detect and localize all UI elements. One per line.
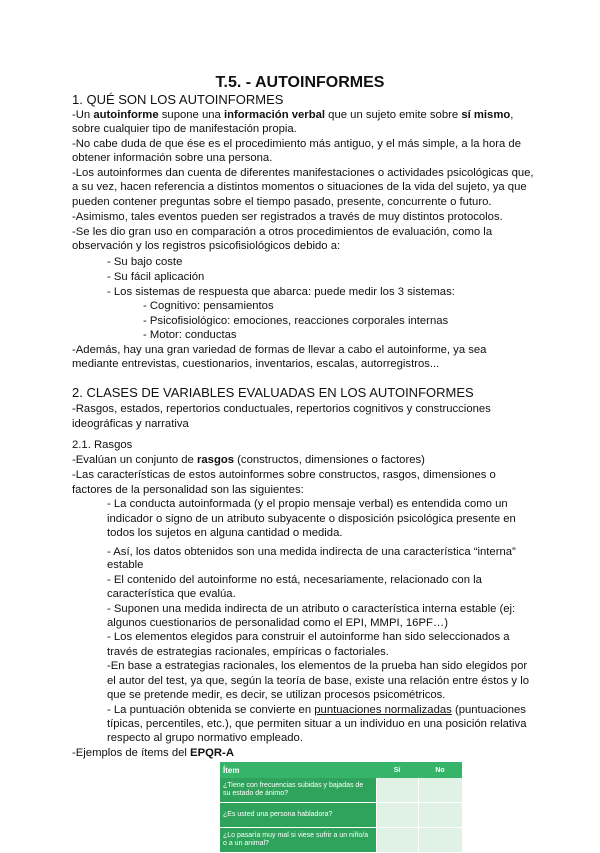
table-cell-no — [418, 828, 462, 853]
paragraph-line: -Se les dio gran uso en comparación a otros procedimientos de evaluación, como la — [72, 226, 493, 238]
list-item: respecto al grupo normativo empleado. — [107, 732, 303, 744]
list-item: algunos cuestionarios de personalidad como el EPI, MMPI, 16PF…) — [107, 617, 448, 629]
paragraph-line: sobre cualquier tipo de manifestación propia. — [72, 123, 297, 135]
sub-list-item: - Cognitivo: pensamientos — [143, 300, 274, 312]
table-header-row — [220, 762, 462, 778]
sub-list-item: - Motor: conductas — [143, 329, 237, 341]
paragraph-line: obtener información sobre una persona. — [72, 152, 273, 164]
paragraph-line: mediante entrevistas, cuestionarios, inventarios, escalas, autorregistros... — [72, 358, 440, 370]
paragraph-line: a su vez, hacen referencia a distintos momentos o situaciones de la vida del sujeto, ya que — [72, 181, 527, 193]
list-item: - Los sistemas de respuesta que abarca: puede medir los 3 sistemas: — [107, 286, 455, 298]
paragraph-line: -Las características de estos autoinformes sobre constructos, rasgos, dimensiones o — [72, 469, 496, 481]
paragraph-line: -Además, hay una gran variedad de formas de llevar a cabo el autoinforme, ya sea — [72, 344, 487, 356]
paragraph-line: factores de la personalidad son las siguientes: — [72, 484, 304, 496]
table-row — [220, 828, 462, 853]
list-item: típicas, percentiles, etc.), que permiten situar a un individuo en una posición relativa — [107, 718, 527, 730]
list-item: -En base a estrategias racionales, los elementos de la prueba han sido elegidos por — [107, 660, 528, 672]
paragraph-line: -Rasgos, estados, repertorios conductuales, repertorios cognitivos y construcciones — [72, 403, 491, 415]
column-header-no: No — [418, 762, 462, 778]
list-item: característica que evalúa. — [107, 588, 236, 600]
list-item: indicador o signo de un atributo subyacente o disposición psicológica presente en — [107, 513, 516, 525]
sub-list-item: - Psicofisiológico: emociones, reacciones corporales internas — [143, 315, 449, 327]
list-item: el autor del test, ya que, según la teoría de base, existe una relación entre éstos y lo — [107, 675, 530, 687]
table-cell-item: ¿Lo pasaría muy mal si viese sufrir a un niño/a o a un animal? — [220, 828, 376, 853]
paragraph-line: -Ejemplos de ítems del EPQR-A — [72, 747, 234, 759]
table-cell-yes — [376, 778, 418, 803]
table-cell-no — [418, 778, 462, 803]
paragraph-line: observación y los registros psicofisiológicos debido a: — [72, 240, 341, 252]
list-item: - Suponen una medida indirecta de un atributo o característica interna estable (ej: — [107, 603, 516, 615]
list-item: - La conducta autoinformada (y el propio mensaje verbal) es entendida como un — [107, 498, 508, 510]
list-item: - El contenido del autoinforme no está, necesariamente, relacionado con la — [107, 574, 482, 586]
table-row — [220, 803, 462, 828]
list-item: - Así, los datos obtenidos son una medida indirecta de una característica “interna” — [107, 546, 516, 558]
paragraph-line: -Asimismo, tales eventos pueden ser registrados a través de muy distintos protocolos. — [72, 211, 503, 223]
table-cell-no — [418, 803, 462, 828]
table-cell-item: ¿Es usted una persona habladora? — [220, 803, 376, 828]
paragraph-line: -Evalúan un conjunto de rasgos (constructos, dimensiones o factores) — [72, 454, 425, 466]
list-item: - Su bajo coste — [107, 256, 183, 268]
subsection-heading: 2.1. Rasgos — [72, 439, 133, 451]
normalized-scores-link: puntuaciones normalizadas — [314, 704, 452, 716]
list-item: estable — [107, 559, 144, 571]
list-item: que se pretende medir, es decir, se utilizan procesos psicométricos. — [107, 689, 446, 701]
epqr-items-table — [220, 762, 462, 853]
table-row — [220, 778, 462, 803]
table-cell-yes — [376, 828, 418, 853]
column-header-yes: Sí — [376, 762, 418, 778]
table-cell-item: ¿Tiene con frecuencias subidas y bajadas de su estado de ánimo? — [220, 778, 376, 803]
column-header-item: Ítem — [220, 762, 376, 778]
list-item: - La puntuación obtenida se convierte en puntuaciones normalizadas (puntuaciones — [107, 704, 526, 716]
paragraph-line: pueden contener preguntas sobre el tiempo pasado, presente, concurrente o futuro. — [72, 196, 492, 208]
document-title: T.5. - AUTOINFORMES — [215, 74, 385, 91]
list-item: través de estrategias racionales, empíricas o factoriales. — [107, 646, 389, 658]
section-1-heading: 1. QUÉ SON LOS AUTOINFORMES — [72, 92, 284, 107]
paragraph-line: -Un autoinforme supone una información verbal que un sujeto emite sobre sí mismo, — [72, 109, 514, 121]
paragraph-line: ideográficas y narrativa — [72, 418, 189, 430]
section-2-heading: 2. CLASES DE VARIABLES EVALUADAS EN LOS AUTOINFORMES — [72, 385, 474, 400]
table-cell-yes — [376, 803, 418, 828]
paragraph-line: -Los autoinformes dan cuenta de diferentes manifestaciones o actividades psicológicas que, — [72, 167, 534, 179]
list-item: - Su fácil aplicación — [107, 271, 205, 283]
list-item: todos los sujetos en alguna cantidad o medida. — [107, 527, 343, 539]
paragraph-line: -No cabe duda de que ése es el procedimiento más antiguo, y el más simple, a la hora de — [72, 138, 521, 150]
list-item: - Los elementos elegidos para construir el autoinforme han sido seleccionados a — [107, 631, 510, 643]
